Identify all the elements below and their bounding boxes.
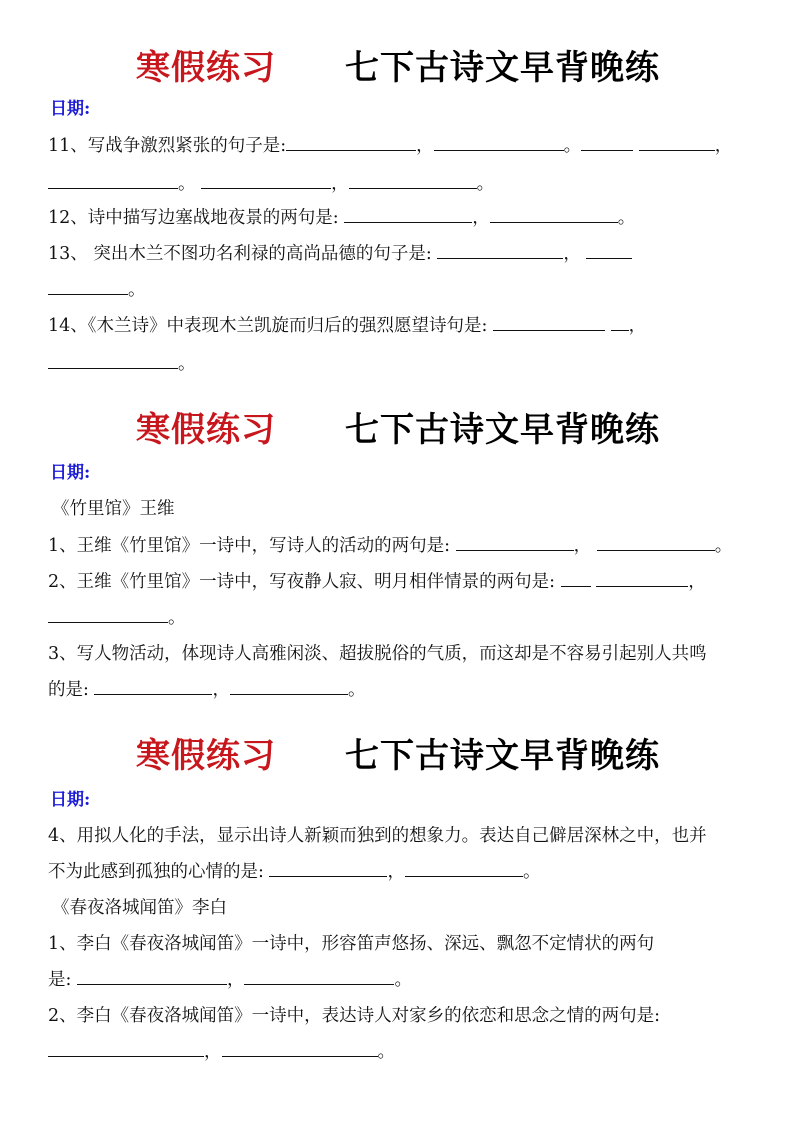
answer-blank[interactable] bbox=[581, 134, 633, 151]
date-label: 日期: bbox=[50, 790, 91, 810]
punct: ， bbox=[226, 970, 245, 990]
punct: 。 bbox=[168, 608, 186, 628]
punct: 。 bbox=[347, 680, 366, 700]
question-text: 2、王维《竹里馆》一诗中，写夜静人寂、明月相伴情景的两句是: bbox=[48, 572, 556, 592]
date-label: 日期: bbox=[50, 463, 91, 483]
question-line bbox=[48, 968, 412, 992]
answer-blank[interactable] bbox=[48, 1040, 204, 1057]
punct: ， bbox=[573, 536, 592, 556]
punct: ， bbox=[563, 244, 581, 264]
answer-blank[interactable] bbox=[48, 172, 178, 189]
punct: 。 bbox=[377, 1042, 395, 1062]
punct: 。 bbox=[476, 174, 495, 194]
answer-blank[interactable] bbox=[490, 206, 618, 223]
answer-blank[interactable] bbox=[244, 968, 394, 985]
answer-blank[interactable] bbox=[230, 678, 348, 695]
answer-blank[interactable] bbox=[48, 606, 168, 623]
answer-blank[interactable] bbox=[48, 278, 128, 295]
punct: ， bbox=[416, 136, 434, 156]
answer-blank[interactable] bbox=[201, 172, 331, 189]
question-line bbox=[48, 278, 146, 302]
answer-blank[interactable] bbox=[344, 206, 472, 223]
section-title bbox=[0, 44, 793, 92]
question-text: 14、《木兰诗》中表现木兰凯旋而归后的强烈愿望诗句是: bbox=[48, 316, 488, 336]
poem-heading: 《春夜洛城闻笛》李白 bbox=[52, 898, 227, 918]
question-line bbox=[48, 242, 632, 266]
question-text: 2、李白《春夜洛城闻笛》一诗中，表达诗人对家乡的依恋和思念之情的两句是: bbox=[48, 1006, 661, 1026]
answer-blank[interactable] bbox=[586, 242, 632, 259]
title-red: 寒假练习 bbox=[136, 410, 276, 450]
section-title bbox=[0, 406, 793, 454]
answer-blank[interactable] bbox=[222, 1040, 378, 1057]
question-text: 不为此感到孤独的心情的是: bbox=[48, 862, 264, 882]
title-red: 寒假练习 bbox=[136, 48, 276, 88]
punct: 。 bbox=[714, 536, 733, 556]
question-text: 的是: bbox=[48, 680, 89, 700]
punct: 。 bbox=[128, 280, 146, 300]
question-line bbox=[48, 172, 494, 196]
question-line bbox=[48, 134, 732, 158]
answer-blank[interactable] bbox=[269, 860, 387, 877]
punct: 。 bbox=[617, 208, 636, 228]
punct: ， bbox=[204, 1042, 222, 1062]
answer-blank[interactable] bbox=[349, 172, 477, 189]
section-title bbox=[0, 732, 793, 780]
question-text: 11、写战争激烈紧张的句子是: bbox=[48, 136, 287, 156]
title-black: 七下古诗文早背晚练 bbox=[345, 736, 660, 776]
date-label: 日期: bbox=[50, 99, 91, 119]
answer-blank[interactable] bbox=[437, 242, 563, 259]
answer-blank[interactable] bbox=[611, 314, 629, 331]
question-line bbox=[48, 570, 706, 594]
punct: 。 bbox=[563, 136, 582, 156]
question-text: 4、用拟人化的手法，显示出诗人新颖而独到的想象力。表达自己僻居深林之中，也并 bbox=[48, 826, 707, 846]
question-line bbox=[48, 534, 732, 558]
question-line bbox=[48, 314, 646, 338]
answer-blank[interactable] bbox=[434, 134, 564, 151]
question-line bbox=[48, 352, 196, 376]
question-text: 1、王维《竹里馆》一诗中，写诗人的活动的两句是: bbox=[48, 536, 451, 556]
answer-blank[interactable] bbox=[94, 678, 212, 695]
question-line bbox=[48, 932, 654, 956]
title-red: 寒假练习 bbox=[136, 736, 276, 776]
question-text: 13、 突出木兰不图功名利禄的高尚品德的句子是: bbox=[48, 244, 432, 264]
title-black: 七下古诗文早背晚练 bbox=[345, 410, 660, 450]
answer-blank[interactable] bbox=[493, 314, 605, 331]
answer-blank[interactable] bbox=[561, 570, 591, 587]
question-line bbox=[48, 206, 635, 230]
punct: 。 bbox=[522, 862, 541, 882]
punct: ， bbox=[714, 136, 733, 156]
punct: ， bbox=[472, 208, 490, 228]
answer-blank[interactable] bbox=[456, 534, 574, 551]
answer-blank[interactable] bbox=[596, 570, 688, 587]
punct: ， bbox=[688, 572, 706, 592]
title-black: 七下古诗文早背晚练 bbox=[345, 48, 660, 88]
punct: ， bbox=[331, 174, 349, 194]
question-text: 1、李白《春夜洛城闻笛》一诗中，形容笛声悠扬、深远、飘忽不定情状的两句 bbox=[48, 934, 655, 954]
poem-heading: 《竹里馆》王维 bbox=[52, 499, 175, 519]
question-line bbox=[48, 1040, 395, 1064]
question-line bbox=[48, 1004, 660, 1028]
punct: ， bbox=[387, 862, 405, 882]
question-text: 12、诗中描写边塞战地夜景的两句是: bbox=[48, 208, 339, 228]
answer-blank[interactable] bbox=[597, 534, 715, 551]
punct: ， bbox=[212, 680, 230, 700]
question-text: 是: bbox=[48, 970, 72, 990]
question-line bbox=[48, 678, 365, 702]
punct: 。 bbox=[178, 174, 196, 194]
punct: 。 bbox=[178, 354, 196, 374]
punct: ， bbox=[628, 316, 647, 336]
answer-blank[interactable] bbox=[405, 860, 523, 877]
answer-blank[interactable] bbox=[48, 352, 178, 369]
answer-blank[interactable] bbox=[639, 134, 715, 151]
punct: 。 bbox=[394, 970, 412, 990]
question-line bbox=[48, 860, 540, 884]
answer-blank[interactable] bbox=[286, 134, 416, 151]
question-text: 3、写人物活动，体现诗人高雅闲淡、超拔脱俗的气质，而这却是不容易引起别人共鸣 bbox=[48, 644, 707, 664]
question-line bbox=[48, 606, 186, 630]
answer-blank[interactable] bbox=[77, 968, 227, 985]
question-line bbox=[48, 824, 707, 848]
question-line bbox=[48, 642, 707, 666]
